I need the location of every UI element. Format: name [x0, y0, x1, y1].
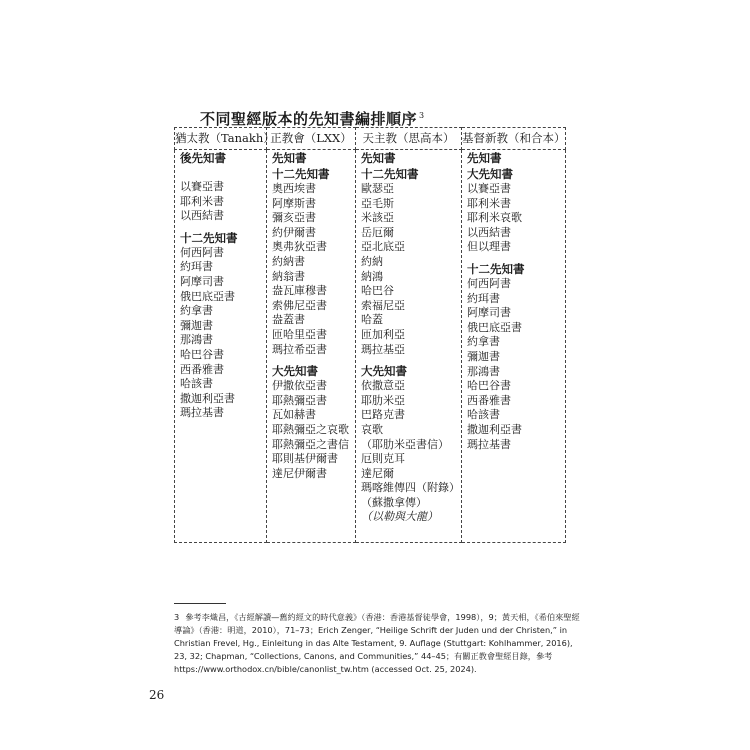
book-entry: 依撒意亞	[361, 379, 405, 393]
book-entry: 約拿書	[467, 335, 500, 349]
book-entry: （耶肋米亞書信）	[361, 437, 449, 451]
book-entry: 耶利米書	[180, 194, 224, 208]
book-entry: 哈該書	[467, 408, 500, 422]
column-header-catholic: 天主教（思高本）	[356, 128, 462, 150]
book-entry: 匝加利亞	[361, 327, 405, 341]
book-entry: 約納	[361, 254, 383, 268]
book-entry: 耶熱彌亞之書信	[272, 437, 349, 451]
spacer	[180, 166, 266, 180]
book-entry: 索佛尼亞書	[272, 298, 327, 312]
book-entry: 以賽亞書	[467, 182, 511, 195]
book-entry: 約拿書	[180, 304, 213, 318]
book-entry: 阿摩司書	[467, 306, 511, 320]
book-entry: 西番雅書	[467, 393, 511, 407]
book-entry: 奧西埃書	[272, 182, 316, 195]
book-entry: 厄則克耳	[361, 452, 405, 466]
book-entry: 哈該書	[180, 377, 213, 391]
book-entry: 岳厄爾	[361, 225, 394, 239]
canon-comparison-table	[174, 127, 566, 543]
book-entry: 哈巴谷	[361, 284, 394, 298]
footnote-marker: 3	[419, 111, 425, 120]
section-heading: 先知書	[467, 151, 502, 165]
section-heading: 大先知書	[467, 167, 513, 181]
footnote	[174, 611, 586, 676]
book-entry: 匝哈里亞書	[272, 327, 327, 341]
book-entry: 彌迦書	[180, 318, 213, 332]
book-entry: 耶肋米亞	[361, 393, 405, 407]
book-entry: 哀歌	[361, 422, 383, 436]
book-entry: 達尼爾	[361, 466, 394, 480]
book-entry: 耶利米哀歌	[467, 211, 522, 225]
book-entry: 耶利米書	[467, 196, 511, 210]
book-entry: 歐瑟亞	[361, 182, 394, 195]
book-entry: 何西阿書	[180, 245, 224, 259]
book-entry: （蘇撒拿傳）	[361, 495, 427, 509]
section-heading: 大先知書	[272, 364, 318, 379]
column-catholic	[356, 150, 462, 543]
book-entry: 俄巴底亞書	[180, 289, 235, 303]
section-heading: 十二先知書	[272, 167, 330, 181]
section-heading: 十二先知書	[180, 230, 238, 245]
book-entry: 巴路克書	[361, 408, 405, 422]
book-entry: 耶熱彌亞之哀歌	[272, 422, 349, 436]
column-lxx	[267, 150, 356, 543]
book-entry: 瑪拉基書	[467, 437, 511, 451]
book-entry: 奧弗狄亞書	[272, 240, 327, 254]
book-entry: 阿摩斯書	[272, 196, 316, 210]
book-entry: 哈巴谷書	[467, 379, 511, 393]
section-heading: 先知書	[361, 151, 396, 165]
book-entry: 約珥書	[180, 260, 213, 274]
book-entry: 瑪拉基亞	[361, 342, 405, 356]
book-entry: 何西阿書	[467, 276, 511, 290]
book-entry: 亞北底亞	[361, 240, 405, 254]
book-entry: 約納書	[272, 254, 305, 268]
book-entry: 盎蓋書	[272, 313, 305, 327]
book-entry: 阿摩司書	[180, 274, 224, 288]
book-entry: 撒迦利亞書	[467, 422, 522, 436]
section-heading: 後先知書	[180, 151, 226, 165]
book-entry: 亞毛斯	[361, 196, 394, 210]
book-entry: 納鴻	[361, 269, 383, 283]
book-entry: 耶熱彌亞書	[272, 393, 327, 407]
column-protestant	[462, 150, 566, 543]
book-entry: 那鴻書	[180, 333, 213, 347]
book-entry: 約伊爾書	[272, 225, 316, 239]
book-entry: 達尼伊爾書	[272, 466, 327, 480]
book-entry: 盎瓦庫穆書	[272, 284, 327, 298]
book-entry: 耶則基伊爾書	[272, 452, 338, 466]
book-entry: 彌亥亞書	[272, 211, 316, 225]
book-entry: 那鴻書	[467, 364, 500, 378]
column-header-protestant: 基督新教（和合本）	[462, 128, 566, 150]
book-entry: 瑪拉基書	[180, 406, 224, 420]
book-entry: 瑪喀維傳四（附錄）	[361, 481, 460, 495]
book-entry: 哈蓋	[361, 313, 383, 327]
book-entry: 彌迦書	[467, 349, 500, 363]
book-entry: 米該亞	[361, 211, 394, 225]
book-entry: 納翁書	[272, 269, 305, 283]
section-heading: 大先知書	[361, 364, 407, 379]
book-entry: 伊撒依亞書	[272, 379, 327, 393]
book-entry: 索福尼亞	[361, 298, 405, 312]
book-entry: 哈巴谷書	[180, 347, 224, 361]
table-title: 不同聖經版本的先知書編排順序 $^3$	[200, 110, 425, 128]
book-entry: 瓦如赫書	[272, 408, 316, 422]
book-entry: 但以理書	[467, 240, 511, 254]
book-entry: 瑪拉希亞書	[272, 342, 327, 356]
footnote-divider	[174, 603, 226, 604]
book-entry: 以西結書	[180, 209, 224, 223]
section-heading: 先知書	[272, 151, 307, 165]
column-tanakh	[175, 150, 267, 543]
book-entry: 撒迦利亞書	[180, 391, 235, 405]
book-entry: 西番雅書	[180, 362, 224, 376]
column-header-lxx: 正教會（LXX）	[267, 128, 356, 150]
book-entry: 以賽亞書	[180, 180, 224, 193]
book-entry: 俄巴底亞書	[467, 320, 522, 334]
section-heading: 十二先知書	[361, 167, 419, 181]
page-number: 26	[149, 688, 165, 702]
footnote-number: 3	[174, 612, 180, 622]
column-header-tanakh: 猶太教（Tanakh）	[175, 128, 267, 150]
book-entry: （以勒與大龍）	[361, 510, 438, 524]
footnote-text: 參考李熾昌，《古經解讀—舊約經文的時代意義》（香港：香港基督徒學會，1998），9；黃天相，《希伯來聖經導論》（香港：明道，2010），71–73；Erich Zenger, “Heilige Schrift der Juden und der Christen,” in Christian Frevel, Hg., Einleitung in das Alte Testament, 9. Auflage (Stuttgart: Kohlhammer, 2016), 23, 32; Chapman, “Collections, Canons, and Communities,” 44–45；有關正教會聖經目錄，參考 https://www.orthodox.cn/bible/canonlist_tw.htm (accessed Oct. 25, 2024).	[174, 612, 580, 674]
book-entry: 以西結書	[467, 225, 511, 239]
book-entry: 約珥書	[467, 291, 500, 305]
section-heading: 十二先知書	[467, 261, 525, 276]
